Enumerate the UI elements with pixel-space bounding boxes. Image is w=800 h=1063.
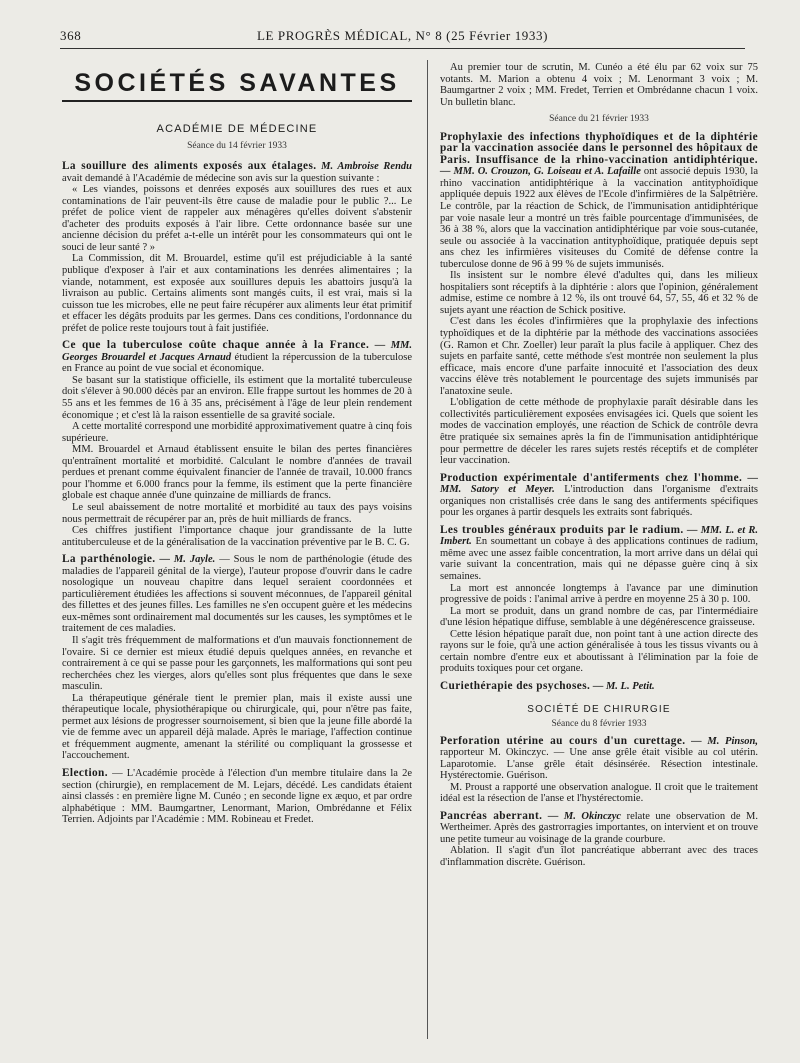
article-author: — MM. Satory et Meyer. [440,472,758,496]
column-divider [427,60,428,1039]
article [440,811,758,869]
article-paragraph: MM. Brouardel et Arnaud établissent ensuite le bilan des pertes financières qu'entraînent mortalité et morbidité. Calculant le nombre d'années de travail perdues et prenant comme équivalent financier de l'année de travail, 10.000 francs pour l'homme et 6.000 francs pour la femme, ils estiment que la perte financière globale est chaque année d'une quinzaine de milliards de francs. [62,444,412,502]
article-paragraph: La thérapeutique générale tient le premier plan, mais il existe aussi une thérapeutique locale, physiothérapique ou chirurgicale, qui, pour n'être pas faite, permet aux lésions de progresser sournoisement, si bien que la jeune fille abordé la vie de femme avec un appareil déjà malade. Après le mariage, l'affection continue et fréquemment augmente, amenant la stérilité ou compliquant la grossesse et l'accouchement. [62,692,412,762]
article-paragraph: C'est dans les écoles d'infirmières que la prophylaxie des infections typhoïdiques et de la diphtérie par la méthode des vaccinations associées (G. Ramon et Chr. Zoeller) leur paraît la plus facile à appliquer. Chez des sujets en parfaite santé, cette méthode s'est montrée non seulement la plus efficace, mais encore d'une parfaite innocuité et l'association des deux vaccins élève très notablement le pourcentage des sujets immunisés par l'anatoxine seule. [440,316,758,397]
article-author: — M. Okinczyc [547,810,622,822]
article-paragraph: « Les viandes, poissons et denrées exposés aux souillures des rues et aux contaminations de l'air peuvent-ils être cause de maladie pour le public ?... Le préfet de police vient de rappeler aux ménagères qu'elles doivent s'abstenir d'acheter des produits exposés à l'air libre. Cette ordonnance basée sur une ancienne décision du préfet a-t-elle un intérêt pour les consommateurs qui ont le souci de leur santé ? » [62,184,412,253]
article [62,768,412,826]
title-rule [62,100,412,102]
article-paragraph: Le seul abaissement de notre mortalité et morbidité au taux des pays voisins nous permettrait de récupérer par an, près de huit milliards de francs. [62,501,412,525]
session-date: Séance du 21 février 1933 [549,114,649,125]
article-heading: Production expérimentale d'antiferments chez l'homme. [440,471,743,484]
left-column [62,62,412,826]
article-heading: La parthénologie. [62,553,156,566]
article-text: relate une observation de M. Wertheimer. Après des gastrorragies importantes, on intervient et on trouve une petite tumeur au voisinage de la grande courbure. [440,810,759,845]
article-heading: Ce que la tuberculose coûte chaque année à la France. [62,339,370,352]
article-text: étudient la répercussion de la tuberculose en France au point de vue social et économique. [62,351,413,375]
article-paragraph: Il s'agit très fréquemment de malformations et d'un mauvais fonctionnement de l'ovaire. Si ce dernier est mieux étudié depuis quelques années, en revanche et contrairement à ce qui se passe pour les garçonnets, les malformations qui sont peu recherchées chez les vierges, alors qu'elles sont plus fréquentes que dans le sexe masculin. [62,634,412,693]
article-heading: Perforation utérine au cours d'un curettage. [440,734,686,747]
article [440,132,758,467]
article-paragraph: Ablation. Il s'agit d'un îlot pancréatique abberrant avec des traces d'inflammation discrète. Guérison. [440,845,758,868]
article [62,340,412,548]
article-author: — M. Pinson, [691,735,758,747]
article-heading: La souillure des aliments exposés aux étalages. [62,160,317,173]
article-text: L'introduction dans l'organisme d'extraits organiques non cristallisés crée dans le sang des antiferments spécifiques pour les organes à partir desquels les extraits sont fabriqués. [440,484,758,519]
article-paragraph: La Commission, dit M. Brouardel, estime qu'il est préjudiciable à la santé publique d'exposer à l'air et aux contaminations les denrées alimentaires ; la viande, notamment, est exposée aux souillures depuis les abattoirs jusqu'à la livraison au public. Certains aliments sont mangés cuits, il est vrai, mais si la cuisson tue les microbes, elle ne peut faire récupérer aux aliments leur état primitif et effacer les dégâts produits par les germes. Dans ces conditions, l'ordonnance du préfet de police reste toujours tout à fait justifiée. [62,253,412,334]
society-name: ACADÉMIE DE MÉDECINE [156,123,318,135]
article-paragraph: Ils insistent sur le nombre élevé d'adultes qui, dans les milieux hospitaliers sont réceptifs à la diphtérie : alors que l'opinion, généralement admise, estime ce nombre à 12 %, ils ont trouvé 64, 57, 55, 46 et 32 % de sujets ayant une réaction de Schick positive. [440,270,758,316]
header-rule [60,48,745,49]
article [440,473,758,519]
article-text: rapporteur M. Okinczyc. — Une anse grêle était visible au col utérin. Laparotomie. L'anse grêle était désinsérée. Résection intestinale. Hystérectomie. Guérison. [440,747,758,782]
article [440,681,758,693]
page-number: 368 [60,28,82,43]
article-paragraph: La mort se produit, dans un grand nombre de cas, par l'intermédiaire d'une lésion hépatique diffuse, semblable à une dégénérescence graisseuse. [440,605,758,629]
session-date: Séance du 8 février 1933 [551,718,647,729]
article-paragraph: La mort est annoncée longtemps à l'avance par une diminution progressive de poids : l'animal arrive à perdre en moyenne 25 à 30 p. 100. [440,582,758,606]
article-heading: Pancréas aberrant. [440,809,543,822]
article-author: — M. L. Petit. [592,680,655,692]
article-paragraph: Au premier tour de scrutin, M. Cunéo a été élu par 62 voix sur 75 votants. M. Marion a obtenu 4 voix ; M. Lenormant 3 voix ; M. Baumgartner 2 voix ; MM. Fredet, Terrien et Ombrédanne chacun 1 voix. Un bulletin blanc. [440,62,758,108]
right-column [440,62,758,869]
article-author: — M. Jayle. [159,554,216,566]
session-date: Séance du 14 février 1933 [187,140,287,151]
article-paragraph: Se basant sur la statistique officielle, ils estiment que la mortalité tuberculeuse doit s'élever à 90.000 décès par an environ. Elle frappe surtout les hommes de 20 à 55 ans et les femmes de 16 à 35 ans, précisément à l'âge de leur plein rendement économique ; et c'est là la raison essentielle de sa gravité sociale. [62,374,412,421]
article [62,554,412,762]
article-paragraph: Ces chiffres justifient l'importance chaque jour grandissante de la lutte antituberculeuse et de la généralisation de la vaccination préventive par le B. C. G. [62,525,412,548]
section-title: SOCIÉTÉS SAVANTES [74,69,400,97]
article-heading: Election. [62,766,108,779]
article-text: En soumettant un cobaye à des applications continues de radium, même avec une assez faible concentration, la mort arrive dans un délai qui varie suivant la concentration, mais qui ne dépasse guère cinq à six semaines. [440,536,759,582]
article-heading: Curiethérapie des psychoses. [440,679,591,692]
article-paragraph: A cette mortalité correspond une morbidité approximativement quatre à cinq fois supérieure. [62,421,412,444]
article-author: — MM. Georges Brouardel et Jacques Arnaud [62,340,412,363]
article-paragraph: L'obligation de cette méthode de prophylaxie paraît désirable dans les collectivités particulièrement exposées envisagées ici. Quels que soient les modes de vaccination employés, une réaction de Schick de contrôle devra être pratiquée six semaines après la fin de l'immunisation antidiphtérique pour permettre de déceler les rares sujets restés réceptifs et de compléter leur vaccination. [440,397,758,467]
article-paragraph: Cette lésion hépatique paraît due, non point tant à une action directe des rayons sur le foie, qu'à une action généralisée à tous les tissus vivants ou à certain nombre d'entre eux et aboutissant à l'élimination par la foie de produits toxiques pour cet organe. [440,628,758,675]
article-text: — L'Académie procède à l'élection d'un membre titulaire dans la 2e section (chirurgie), en remplacement de M. Lejars, décédé. Les candidats étaient ainsi classés : en première ligne M. Cunéo ; en seconde ligne ex æquo, et par ordre alphabétique : MM. Baumgartner, Lenormant, Marion, Ombrédanne et Félix Terrien. Adjoints par l'Académie : MM. Robineau et Fredet. [62,767,412,826]
article [440,525,758,675]
article-heading: Les troubles généraux produits par le radium. [440,523,684,536]
article-author: — MM. O. Crouzon, G. Loiseau et A. Lafaille [440,166,641,178]
running-header [60,28,745,46]
article [440,736,758,805]
article-text: avait demandé à l'Académie de médecine son avis sur la question suivante : [62,172,380,184]
journal-title: LE PROGRÈS MÉDICAL, N° 8 (25 Février 1933) [256,28,549,43]
article-author: M. Ambroise Rendu [321,161,413,173]
society-name: SOCIÉTÉ DE CHIRURGIE [527,704,671,716]
article-heading: Prophylaxie des infections thyphoïdiques et de la diphtérie par la vaccination associée dans le personnel des hôpitaux de Paris. Insuffisance de la rhino-vaccination antidiphtérique. [440,130,758,166]
article-text: — Sous le nom de parthénologie (étude des maladies de l'appareil génital de la vierge), l'auteur propose d'ouvrir dans le cadre nosologique un nouveau chapitre dans lequel seraient coordonnées et particulièrement étudiées les affections si souvent méconnues, de l'appareil génital des fillettes et des jeunes filles. Les familles ne s'en occupent guère et les médecins eux-mêmes sont ordinairement mal documentés sur les causes, les symptômes et le traitement de ces maladies. [62,554,413,635]
article-text: ont associé depuis 1930, la rhino vaccination antidiphtérique à la vaccination antityphoïdique appliquée depuis 1922 aux élèves de l'Ecole d'infirmières de la Salpêtrière. Le contrôle, par la réaction de Schick, de l'immunisation antidiphtérique par voie nasale leur a montré un très faible pourcentage d'immunisées, de 36 à 38 %, alors que la vaccination antidiphtérique par voie sous-cutanée, seule ou associée à la vaccination antityphoïdique, pratiquée depuis sept ans chez les infirmières visiteuses du Comité de défense contre la tuberculose donne de 96 à 99 % de sujets immunisés. [440,166,758,270]
article-paragraph: M. Proust a rapporté une observation analogue. Il croit que le traitement idéal est la résection de l'anse et l'hystérectomie. [440,781,758,805]
article [62,161,412,334]
article-author: — MM. L. et R. Imbert. [440,524,759,548]
